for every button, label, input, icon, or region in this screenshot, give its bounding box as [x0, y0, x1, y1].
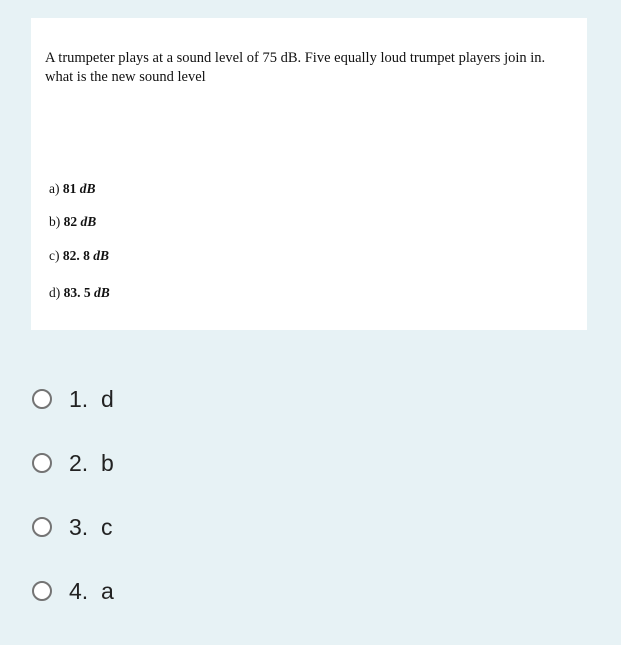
radio-button[interactable]	[32, 517, 52, 537]
choice-letter: d)	[49, 285, 61, 300]
question-card	[31, 18, 587, 330]
choice-a	[49, 181, 96, 197]
choice-unit: dB	[93, 248, 110, 263]
answer-option-1[interactable]	[32, 384, 114, 414]
choice-value: 82. 8	[62, 248, 90, 263]
choice-c	[49, 248, 109, 264]
answer-option-2[interactable]	[32, 448, 114, 478]
choice-unit: dB	[80, 214, 97, 229]
choice-letter: a)	[49, 181, 60, 196]
answer-label: 1. d	[69, 385, 114, 412]
answer-label: 3. c	[69, 513, 113, 540]
choice-letter: b)	[49, 214, 61, 229]
radio-button[interactable]	[32, 389, 52, 409]
choice-unit: dB	[94, 285, 110, 300]
choice-value: 83. 5	[63, 285, 91, 300]
choice-letter: c)	[49, 248, 60, 263]
answer-label: 2. b	[69, 449, 114, 476]
answer-option-3[interactable]	[32, 512, 112, 542]
choice-value: 81	[62, 181, 77, 196]
answer-option-4[interactable]	[32, 576, 114, 606]
choice-unit: dB	[79, 181, 96, 196]
choice-value: 82	[63, 214, 78, 229]
radio-button[interactable]	[32, 581, 52, 601]
choice-d	[49, 285, 110, 301]
choice-b	[49, 214, 96, 230]
answer-label: 4. a	[69, 577, 114, 604]
question-text: A trumpeter plays at a sound level of 75 dB. Five equally loud trumpet players join in. what is the new sound level	[45, 50, 546, 85]
radio-button[interactable]	[32, 453, 52, 473]
